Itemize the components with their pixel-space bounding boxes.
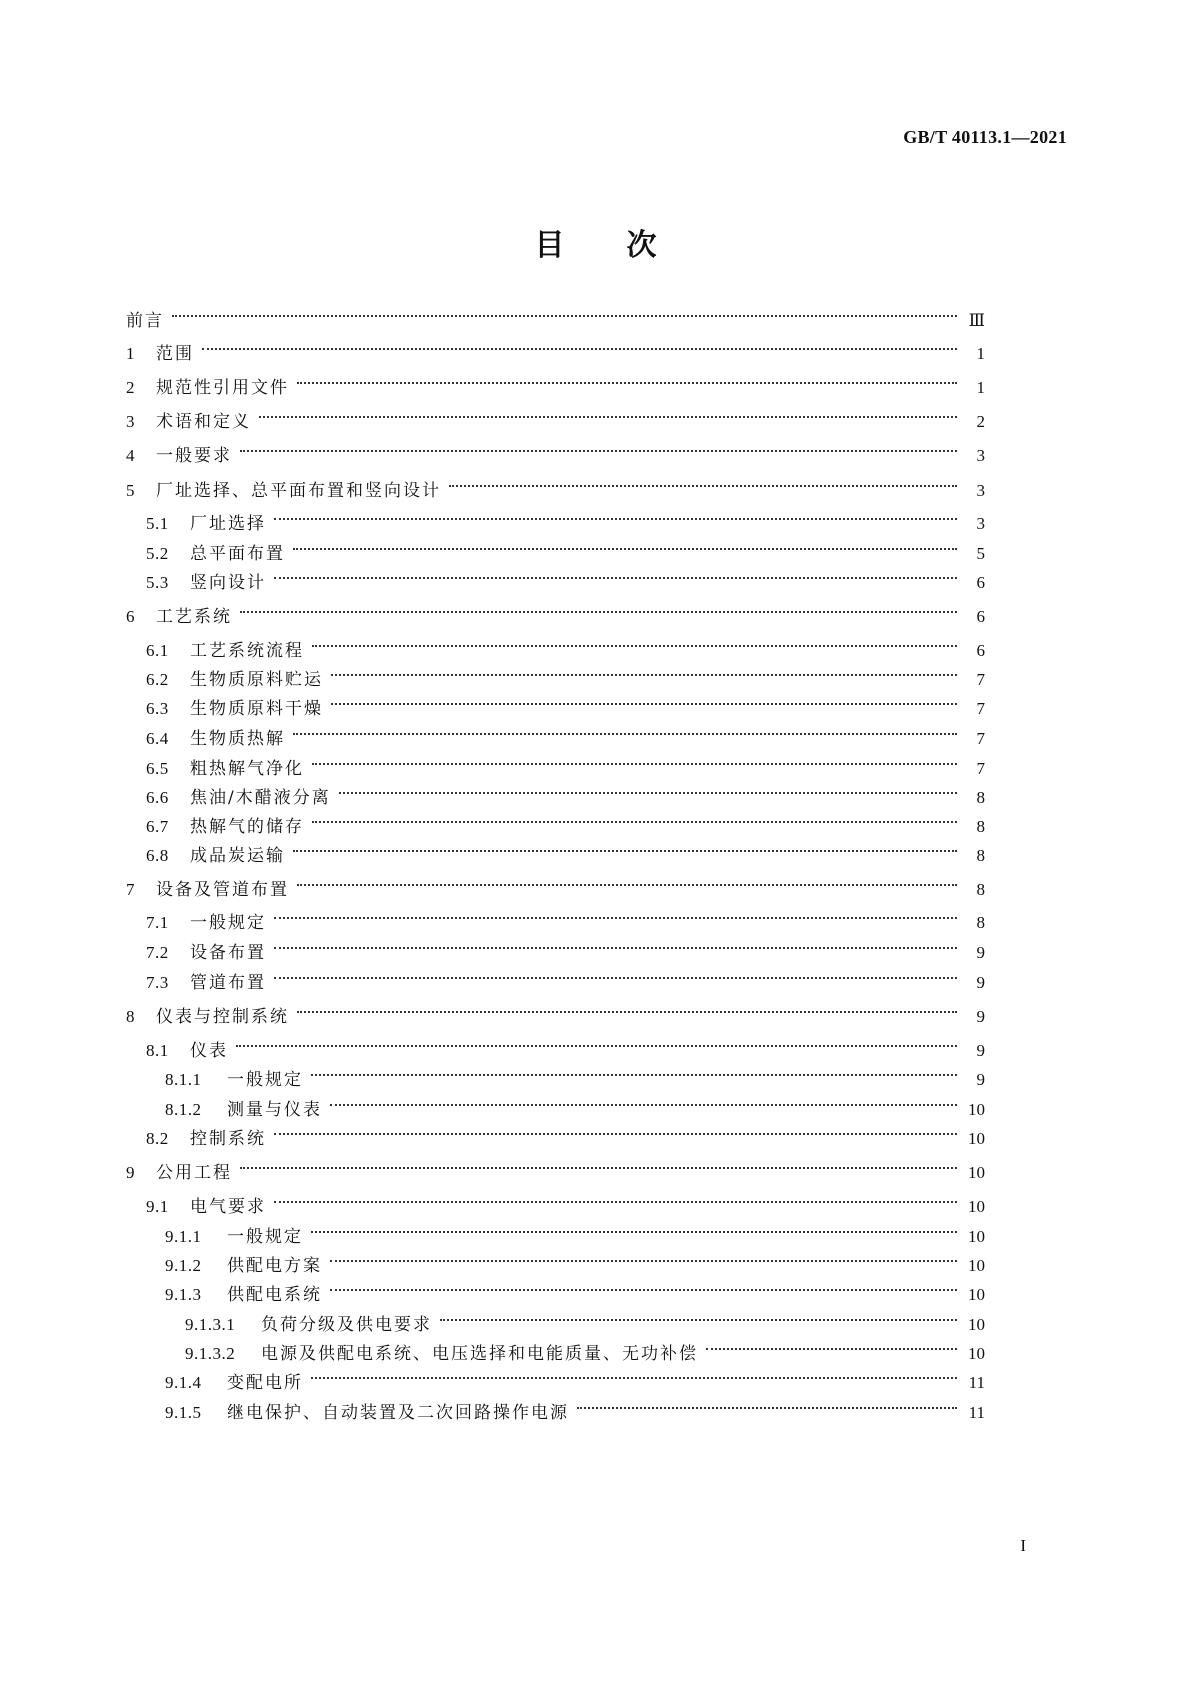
dot-leader bbox=[311, 1360, 957, 1388]
toc-entry-number: 8.1.1 bbox=[165, 1070, 202, 1089]
toc-entry-title: 管道布置 bbox=[190, 973, 266, 993]
toc-entry-page: 1 bbox=[976, 378, 985, 397]
toc-entry-page: 9 bbox=[976, 973, 985, 992]
toc-entry-number: 7 bbox=[126, 880, 135, 899]
toc-entry-page: 1 bbox=[976, 344, 985, 363]
toc-entry-number: 5.2 bbox=[146, 544, 169, 563]
toc-entry[interactable] bbox=[146, 746, 985, 779]
toc-entry-page: 3 bbox=[976, 481, 985, 500]
toc-entry-number: 6.8 bbox=[146, 846, 169, 865]
dot-leader bbox=[330, 1087, 957, 1115]
dot-leader bbox=[274, 960, 957, 988]
toc-entry[interactable] bbox=[146, 804, 985, 837]
toc-entry-number: 9.1.3.1 bbox=[185, 1315, 236, 1334]
toc-entry-title: 厂址选择 bbox=[190, 514, 266, 534]
toc-entry-number: 6.6 bbox=[146, 788, 169, 807]
toc-entry-title: 继电保护、自动装置及二次回路操作电源 bbox=[227, 1403, 569, 1423]
dot-leader bbox=[274, 560, 957, 588]
toc-entry-page: 9 bbox=[976, 1041, 985, 1060]
toc-entry-title: 一般规定 bbox=[190, 913, 266, 933]
toc-entry-title: 工艺系统流程 bbox=[190, 641, 304, 661]
toc-entry-number: 7.3 bbox=[146, 973, 169, 992]
toc-entry-number: 6.7 bbox=[146, 817, 169, 836]
toc-entry-number: 6 bbox=[126, 607, 135, 626]
toc-entry-title: 厂址选择、总平面布置和竖向设计 bbox=[156, 481, 441, 501]
toc-entry[interactable] bbox=[146, 930, 985, 963]
toc-entry-page: 3 bbox=[976, 446, 985, 465]
toc-entry-title: 一般规定 bbox=[227, 1227, 303, 1247]
toc-entry-page: 2 bbox=[976, 412, 985, 431]
toc-entry[interactable] bbox=[165, 1360, 985, 1393]
toc-entry[interactable] bbox=[165, 1057, 985, 1090]
toc-entry-number: 9 bbox=[126, 1163, 135, 1182]
toc-entry-title: 公用工程 bbox=[156, 1163, 232, 1183]
toc-entry-number: 5.3 bbox=[146, 573, 169, 592]
toc-entry-title: 焦油/木醋液分离 bbox=[190, 788, 331, 808]
toc-entry-title: 电气要求 bbox=[190, 1197, 266, 1217]
toc-entry-title: 负荷分级及供电要求 bbox=[261, 1315, 432, 1335]
toc-entry-number: 8.1 bbox=[146, 1041, 169, 1060]
toc-entry[interactable] bbox=[146, 1184, 985, 1217]
toc-entry-page: 8 bbox=[976, 846, 985, 865]
toc-entry[interactable] bbox=[126, 433, 985, 466]
toc-entry-number: 3 bbox=[126, 412, 135, 431]
toc-entry[interactable] bbox=[165, 1214, 985, 1247]
toc-entry-title: 设备布置 bbox=[190, 943, 266, 963]
dot-leader bbox=[240, 433, 957, 461]
toc-entry-number: 9.1.4 bbox=[165, 1373, 202, 1392]
toc-entry-page: 10 bbox=[968, 1344, 985, 1363]
toc-entry[interactable] bbox=[126, 994, 985, 1027]
toc-entry-page: 6 bbox=[976, 607, 985, 626]
dot-leader bbox=[274, 1184, 957, 1212]
toc-entry-number: 8 bbox=[126, 1007, 135, 1026]
page-number: I bbox=[1020, 1536, 1026, 1555]
toc-entry-page: 7 bbox=[976, 759, 985, 778]
toc-entry-number: 8.2 bbox=[146, 1129, 169, 1148]
toc-entry[interactable] bbox=[146, 560, 985, 593]
toc-entry-title: 控制系统 bbox=[190, 1129, 266, 1149]
toc-entry[interactable] bbox=[146, 900, 985, 933]
toc-entry-number: 6.3 bbox=[146, 699, 169, 718]
dot-leader bbox=[339, 775, 957, 803]
toc-entry-title: 生物质热解 bbox=[190, 729, 285, 749]
toc-entry-title: 供配电系统 bbox=[227, 1285, 322, 1305]
toc-entry-page: 8 bbox=[976, 913, 985, 932]
toc-entry[interactable] bbox=[126, 867, 985, 900]
toc-entry[interactable] bbox=[126, 298, 985, 331]
toc-entry[interactable] bbox=[126, 399, 985, 432]
dot-leader bbox=[311, 1057, 957, 1085]
dot-leader bbox=[274, 900, 957, 928]
toc-entry[interactable] bbox=[146, 501, 985, 534]
toc-entry[interactable] bbox=[126, 468, 985, 501]
toc-entry[interactable] bbox=[146, 716, 985, 749]
dot-leader bbox=[293, 531, 957, 559]
toc-entry-number: 9.1 bbox=[146, 1197, 169, 1216]
dot-leader bbox=[240, 1150, 957, 1178]
dot-leader bbox=[312, 746, 957, 774]
toc-entry-page: 8 bbox=[976, 880, 985, 899]
dot-leader bbox=[202, 331, 957, 359]
toc-entry[interactable] bbox=[146, 1028, 985, 1061]
dot-leader bbox=[240, 594, 957, 622]
dot-leader bbox=[331, 657, 957, 685]
toc-entry-title: 仪表与控制系统 bbox=[156, 1007, 289, 1027]
dot-leader bbox=[274, 501, 957, 529]
toc-entry[interactable] bbox=[146, 960, 985, 993]
toc-entry-number: 6.5 bbox=[146, 759, 169, 778]
dot-leader bbox=[293, 716, 957, 744]
toc-entry-title: 生物质原料干燥 bbox=[190, 699, 323, 719]
dot-leader bbox=[331, 686, 957, 714]
toc-entry-page: 10 bbox=[968, 1227, 985, 1246]
dot-leader bbox=[274, 930, 957, 958]
toc-entry-page: 10 bbox=[968, 1285, 985, 1304]
toc-entry-number: 9.1.3.2 bbox=[185, 1344, 236, 1363]
toc-entry[interactable] bbox=[146, 686, 985, 719]
toc-entry-title: 电源及供配电系统、电压选择和电能质量、无功补偿 bbox=[261, 1344, 698, 1364]
toc-entry-page: 6 bbox=[976, 573, 985, 592]
toc-entry-page: 8 bbox=[976, 788, 985, 807]
dot-leader bbox=[330, 1272, 957, 1300]
toc-entry[interactable] bbox=[165, 1272, 985, 1305]
dot-leader bbox=[311, 1214, 957, 1242]
dot-leader bbox=[706, 1331, 957, 1359]
dot-leader bbox=[449, 468, 957, 496]
toc-entry[interactable] bbox=[185, 1331, 985, 1364]
toc-entry[interactable] bbox=[146, 775, 985, 808]
toc-entry-number: 6.2 bbox=[146, 670, 169, 689]
toc-entry-title: 范围 bbox=[156, 344, 194, 364]
toc-entry-page: 7 bbox=[976, 729, 985, 748]
toc-entry-page: 9 bbox=[976, 1007, 985, 1026]
toc-entry[interactable] bbox=[165, 1390, 985, 1423]
dot-leader bbox=[172, 298, 957, 326]
toc-entry[interactable] bbox=[146, 1116, 985, 1149]
toc-entry-number: 9.1.5 bbox=[165, 1403, 202, 1422]
toc-entry-number: 9.1.1 bbox=[165, 1227, 202, 1246]
standard-number: GB/T 40113.1—2021 bbox=[903, 127, 1067, 147]
toc-entry[interactable] bbox=[146, 833, 985, 866]
toc-entry[interactable] bbox=[185, 1302, 985, 1335]
toc-entry-number: 6.1 bbox=[146, 641, 169, 660]
toc-entry-page: 7 bbox=[976, 699, 985, 718]
dot-leader bbox=[259, 399, 957, 427]
toc-entry-title: 工艺系统 bbox=[156, 607, 232, 627]
toc-entry-page: 11 bbox=[968, 1403, 985, 1422]
toc-entry-title: 生物质原料贮运 bbox=[190, 670, 323, 690]
toc-entry-title: 总平面布置 bbox=[190, 544, 285, 564]
toc-entry-number: 9.1.3 bbox=[165, 1285, 202, 1304]
toc-entry-title: 热解气的储存 bbox=[190, 817, 304, 837]
dot-leader bbox=[312, 628, 957, 656]
toc-entry-page: 10 bbox=[968, 1256, 985, 1275]
dot-leader bbox=[236, 1028, 957, 1056]
toc-entry-page: 8 bbox=[976, 817, 985, 836]
dot-leader bbox=[274, 1116, 957, 1144]
dot-leader bbox=[297, 994, 957, 1022]
page-title: 目次 bbox=[534, 228, 719, 263]
toc-entry-title: 成品炭运输 bbox=[190, 846, 285, 866]
toc-entry[interactable] bbox=[146, 628, 985, 661]
toc-entry-number: 6.4 bbox=[146, 729, 169, 748]
dot-leader bbox=[297, 867, 957, 895]
toc-entry-number: 9.1.2 bbox=[165, 1256, 202, 1275]
toc-entry-page: 10 bbox=[968, 1163, 985, 1182]
toc-entry-page: Ⅲ bbox=[968, 311, 985, 330]
toc-entry-page: 11 bbox=[968, 1373, 985, 1392]
toc-entry-page: 3 bbox=[976, 514, 985, 533]
dot-leader bbox=[577, 1390, 957, 1418]
toc-entry-title: 一般规定 bbox=[227, 1070, 303, 1090]
toc-entry-number: 8.1.2 bbox=[165, 1100, 202, 1119]
toc-entry-page: 10 bbox=[968, 1129, 985, 1148]
toc-entry-page: 10 bbox=[968, 1315, 985, 1334]
toc-entry[interactable] bbox=[126, 594, 985, 627]
toc-entry[interactable] bbox=[146, 657, 985, 690]
toc-entry[interactable] bbox=[146, 531, 985, 564]
toc-entry-title: 规范性引用文件 bbox=[156, 378, 289, 398]
dot-leader bbox=[330, 1243, 957, 1271]
toc-entry-title: 测量与仪表 bbox=[227, 1100, 322, 1120]
toc-entry-title: 粗热解气净化 bbox=[190, 759, 304, 779]
toc-entry[interactable] bbox=[165, 1243, 985, 1276]
toc-entry-page: 9 bbox=[976, 943, 985, 962]
toc-entry[interactable] bbox=[126, 331, 985, 364]
toc-entry-page: 7 bbox=[976, 670, 985, 689]
dot-leader bbox=[293, 833, 957, 861]
toc-entry[interactable] bbox=[126, 1150, 985, 1183]
toc-entry-title: 供配电方案 bbox=[227, 1256, 322, 1276]
toc-entry-number: 7.2 bbox=[146, 943, 169, 962]
toc-entry-page: 6 bbox=[976, 641, 985, 660]
toc-entry-title: 变配电所 bbox=[227, 1373, 303, 1393]
dot-leader bbox=[297, 365, 957, 393]
toc-entry[interactable] bbox=[165, 1087, 985, 1120]
toc-entry-number: 1 bbox=[126, 344, 135, 363]
toc-entry-number: 5 bbox=[126, 481, 135, 500]
toc-entry-title: 一般要求 bbox=[156, 446, 232, 466]
toc-entry-page: 10 bbox=[968, 1197, 985, 1216]
toc-entry-page: 10 bbox=[968, 1100, 985, 1119]
toc-entry-page: 9 bbox=[976, 1070, 985, 1089]
toc-entry-page: 5 bbox=[976, 544, 985, 563]
toc-entry-title: 设备及管道布置 bbox=[156, 880, 289, 900]
toc-entry-title: 仪表 bbox=[190, 1041, 228, 1061]
toc-entry-number: 5.1 bbox=[146, 514, 169, 533]
toc-entry[interactable] bbox=[126, 365, 985, 398]
toc-entry-title: 竖向设计 bbox=[190, 573, 266, 593]
toc-entry-number: 7.1 bbox=[146, 913, 169, 932]
toc-entry-title: 术语和定义 bbox=[156, 412, 251, 432]
dot-leader bbox=[440, 1302, 957, 1330]
toc-entry-number: 2 bbox=[126, 378, 135, 397]
toc-entry-number: 4 bbox=[126, 446, 135, 465]
dot-leader bbox=[312, 804, 957, 832]
toc-entry-title: 前言 bbox=[126, 311, 164, 331]
